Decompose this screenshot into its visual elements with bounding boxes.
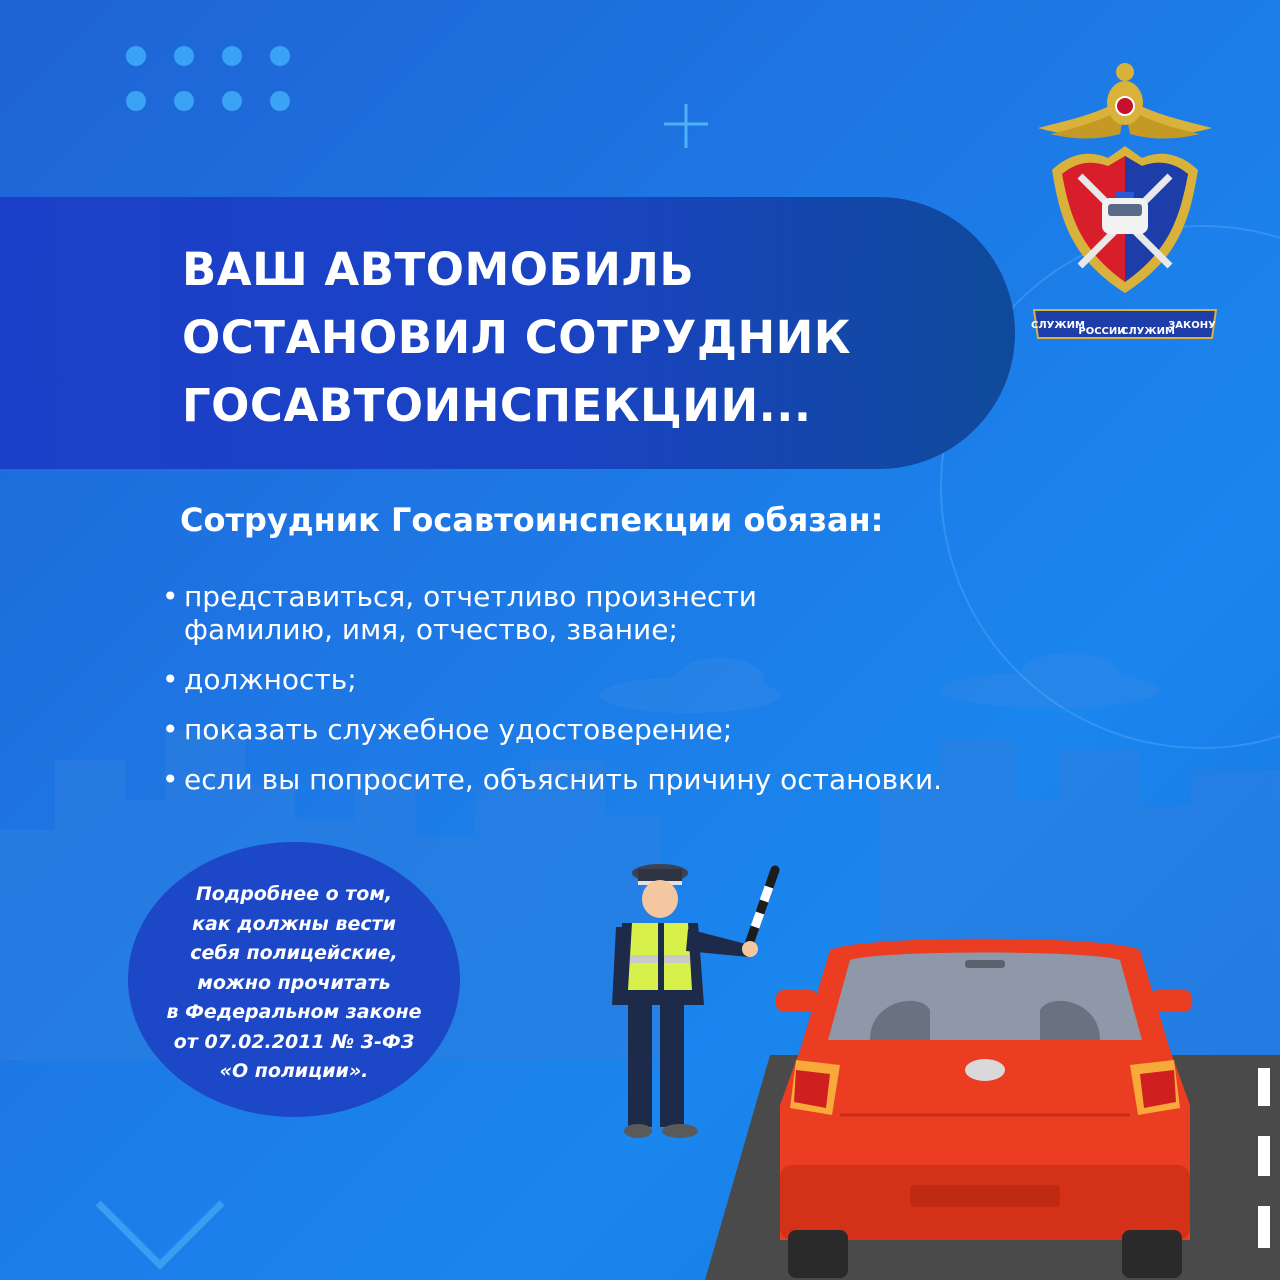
note-line: от 07.02.2011 № 3-ФЗ bbox=[173, 1030, 415, 1053]
note-line: можно прочитать bbox=[197, 971, 391, 994]
list-item-line: • показать служебное удостоверение; bbox=[184, 713, 733, 746]
ribbon-text: СЛУЖИМ bbox=[1031, 320, 1085, 331]
red-car-icon bbox=[770, 930, 1200, 1280]
list-item-line: • представиться, отчетливо произнести bbox=[184, 580, 757, 613]
list-item-line: • если вы попросите, объяснить причину остановки. bbox=[184, 763, 943, 796]
headline-line: ВАШ АВТОМОБИЛЬ bbox=[182, 243, 695, 296]
headline-line: ОСТАНОВИЛ СОТРУДНИК bbox=[182, 311, 852, 364]
list-item-line: • должность; bbox=[184, 663, 357, 696]
headline-line: ГОСАВТОИНСПЕКЦИИ... bbox=[182, 379, 812, 432]
list-item-line: фамилию, имя, отчество, звание; bbox=[184, 613, 678, 646]
ribbon-text: СЛУЖИМ bbox=[1121, 326, 1175, 337]
note-line: себя полицейские, bbox=[190, 942, 398, 964]
note-line: как должны вести bbox=[192, 912, 396, 935]
ribbon-text: ЗАКОНУ bbox=[1168, 320, 1216, 331]
ribbon-text: РОССИИ bbox=[1078, 326, 1126, 337]
note-line: в Федеральном законе bbox=[166, 1001, 422, 1023]
note-line: Подробнее о том, bbox=[195, 883, 393, 905]
subhead: Сотрудник Госавтоинспекции обязан: bbox=[180, 501, 884, 539]
note-line: «О полиции». bbox=[219, 1060, 369, 1082]
